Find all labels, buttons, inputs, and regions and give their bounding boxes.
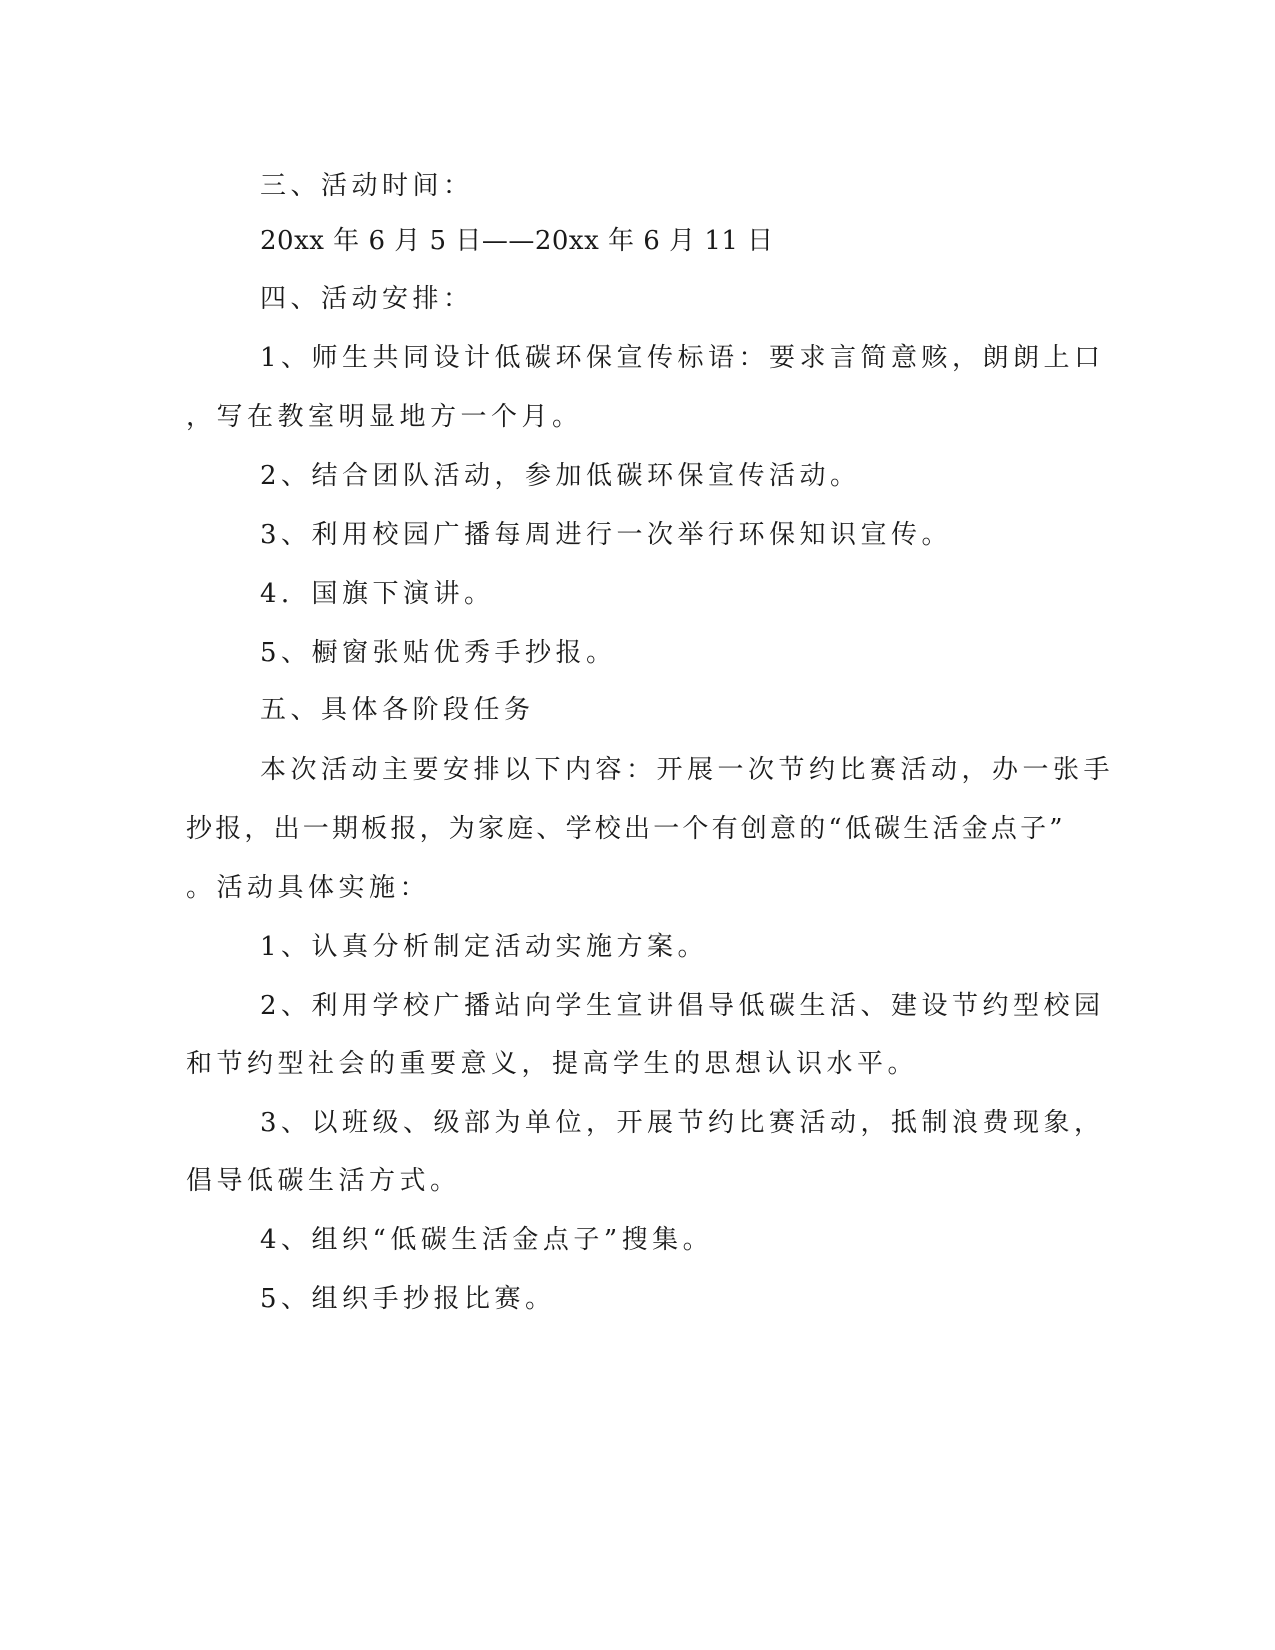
paragraph-line: 5、组织手抄报比赛。 <box>260 1284 556 1314</box>
paragraph-line: ，写在教室明显地方一个月。 <box>186 402 583 432</box>
paragraph-line: 1、认真分析制定活动实施方案。 <box>260 932 709 962</box>
paragraph-line: 4．国旗下演讲。 <box>260 579 495 609</box>
section-heading-activity-time: 三、活动时间： <box>260 171 474 201</box>
paragraph-line: 。活动具体实施： <box>186 873 431 903</box>
paragraph-line: 3、利用校园广播每周进行一次举行环保知识宣传。 <box>260 520 953 550</box>
activity-date-range: 20xx 年 6 月 5 日——20xx 年 6 月 11 日 <box>260 226 774 256</box>
paragraph-line: 2、结合团队活动，参加低碳环保宣传活动。 <box>260 461 861 491</box>
paragraph-line: 5、橱窗张贴优秀手抄报。 <box>260 638 617 668</box>
paragraph-line: 1、师生共同设计低碳环保宣传标语：要求言简意赅，朗朗上口 <box>260 343 1105 373</box>
paragraph-line: 抄报，出一期板报，为家庭、学校出一个有创意的“低碳生活金点子” <box>186 814 1066 844</box>
paragraph-line: 4、组织“低碳生活金点子”搜集。 <box>260 1225 714 1255</box>
section-heading-activity-arrangement: 四、活动安排： <box>260 284 474 314</box>
paragraph-line: 本次活动主要安排以下内容：开展一次节约比赛活动，办一张手 <box>260 755 1115 785</box>
paragraph-line: 和节约型社会的重要意义，提高学生的思想认识水平。 <box>186 1049 919 1079</box>
paragraph-line: 2、利用学校广播站向学生宣讲倡导低碳生活、建设节约型校园 <box>260 991 1105 1021</box>
section-heading-stage-tasks: 五、具体各阶段任务 <box>260 695 535 725</box>
paragraph-line: 倡导低碳生活方式。 <box>186 1166 461 1196</box>
paragraph-line: 3、以班级、级部为单位，开展节约比赛活动，抵制浪费现象， <box>260 1108 1105 1138</box>
